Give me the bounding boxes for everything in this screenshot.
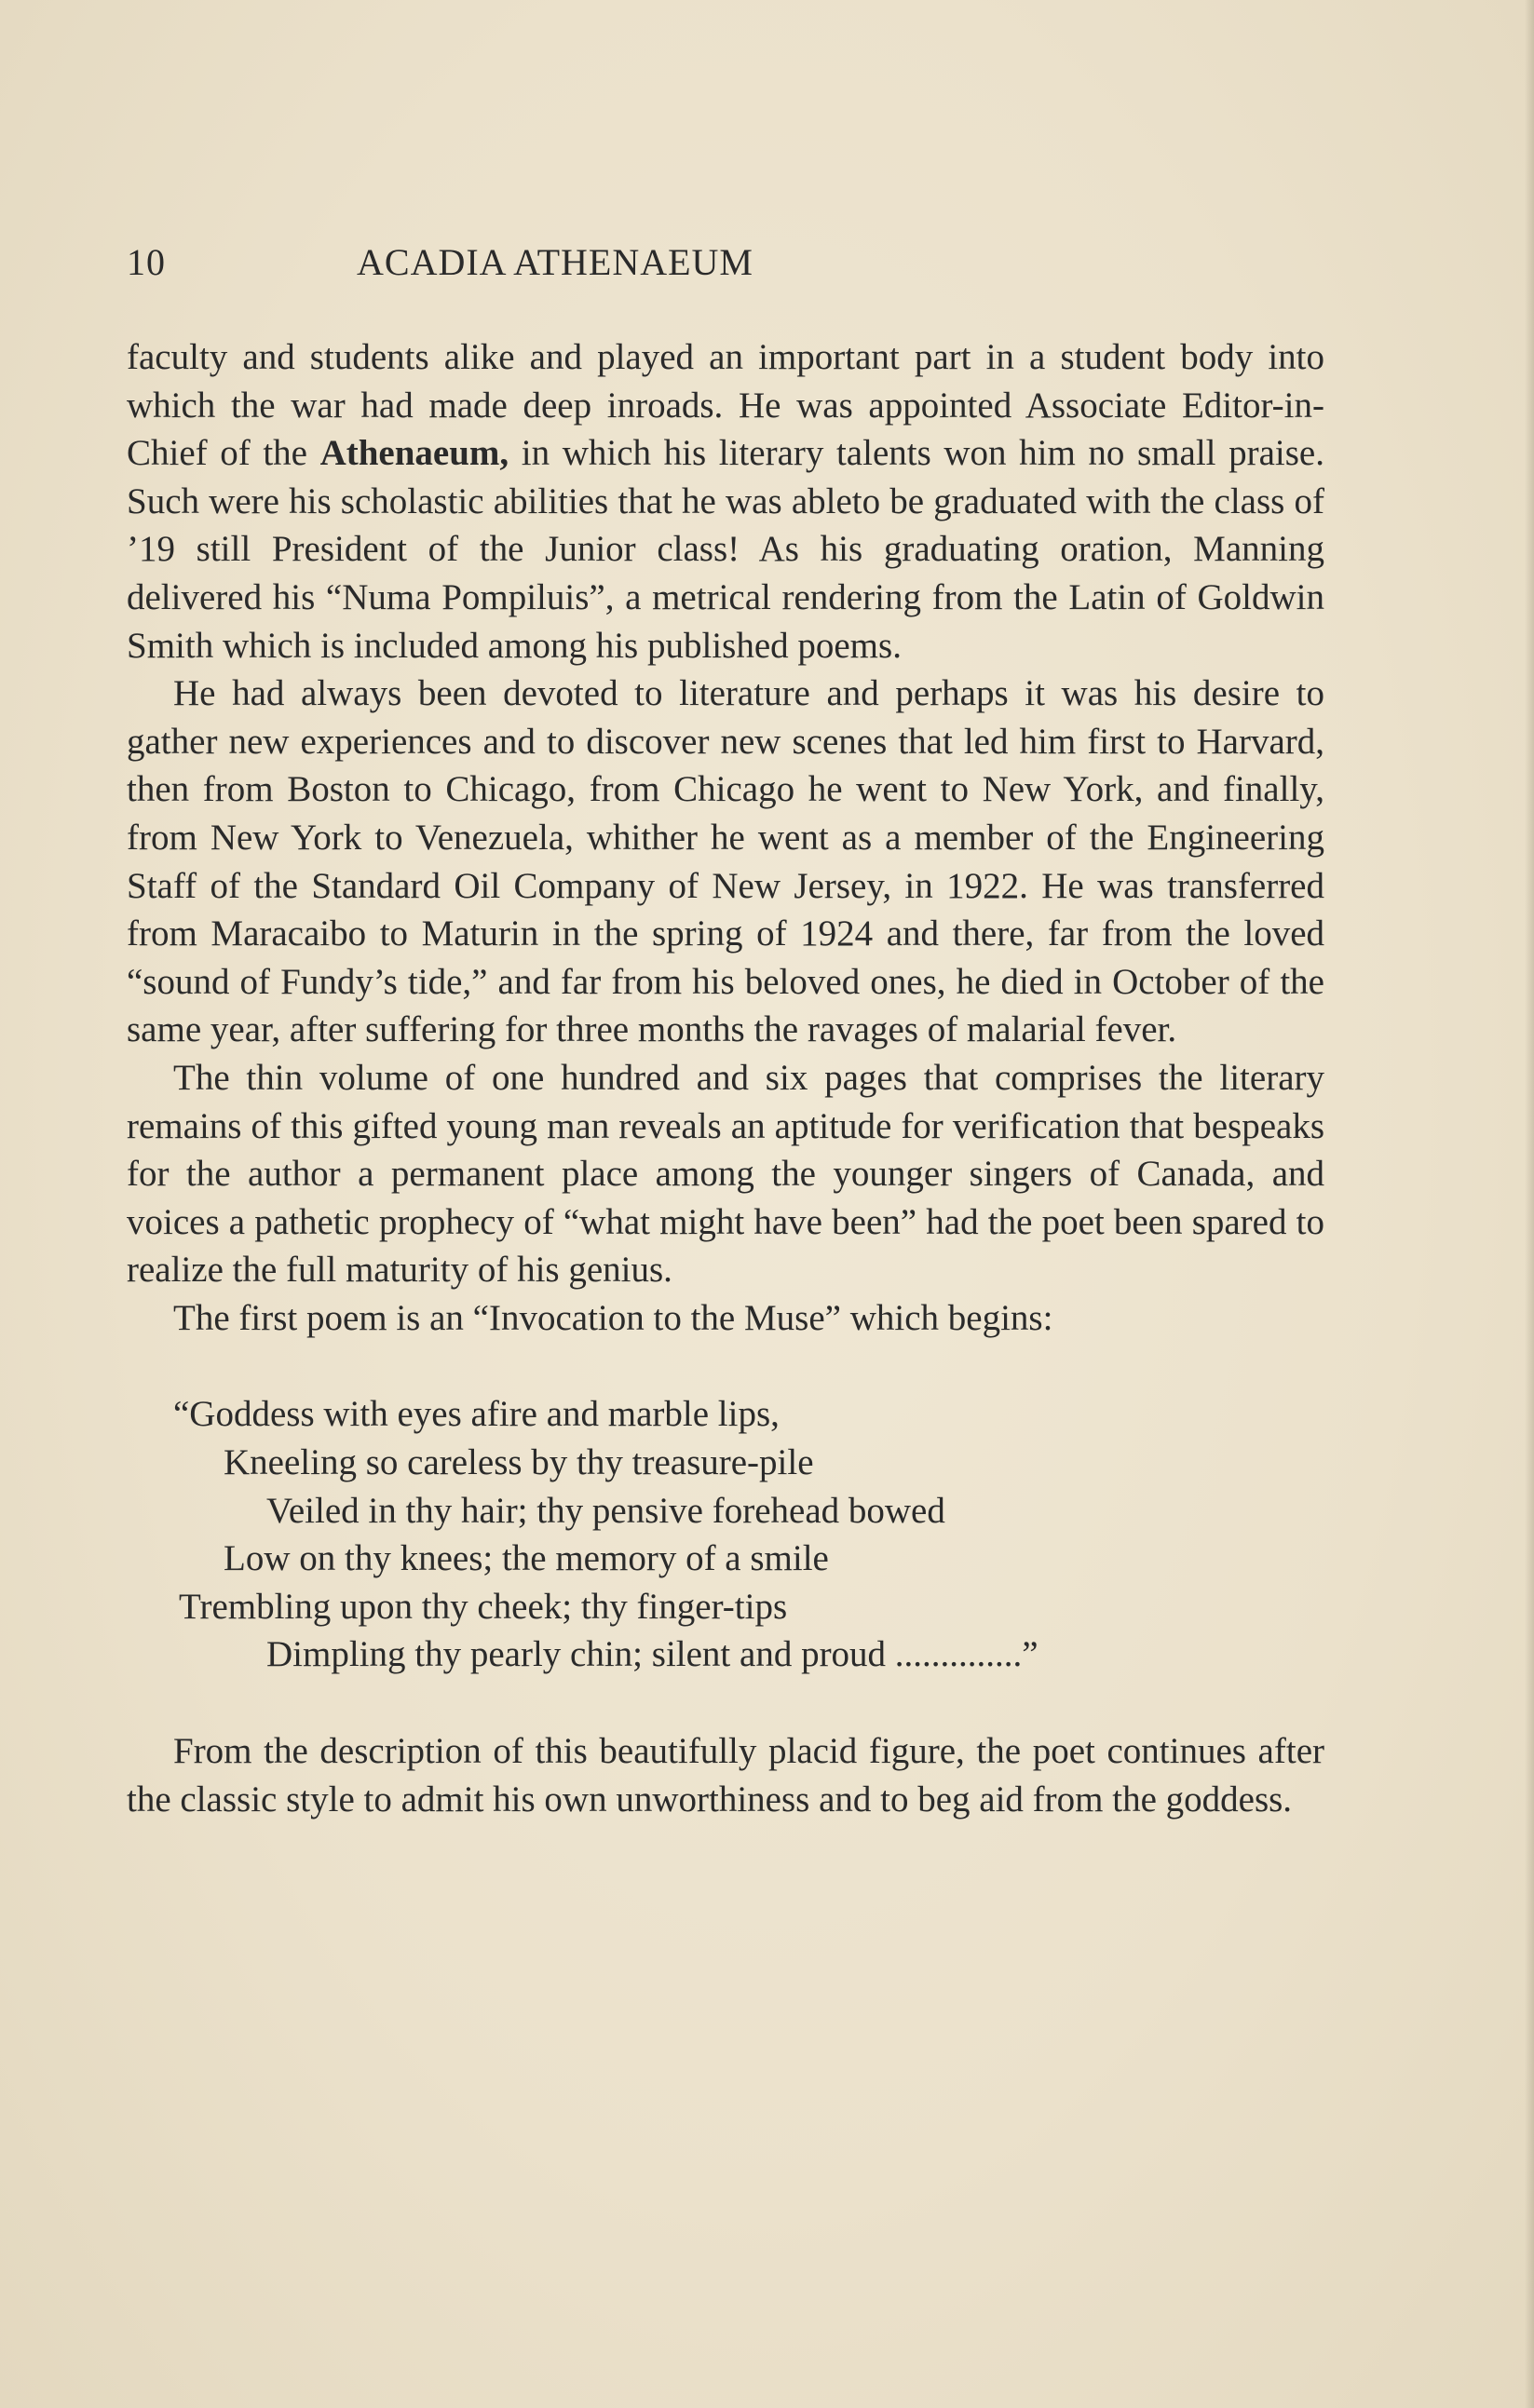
- poem-line-4: Low on thy knees; the memory of a smile: [224, 1538, 829, 1579]
- poem-line-3: Veiled in thy hair; thy pensive forehead bowed: [266, 1490, 945, 1531]
- poem-line-6: Dimpling thy pearly chin; silent and proud ..............”: [266, 1634, 1039, 1675]
- page-number: 10: [127, 241, 166, 283]
- athenaeum-emphasis: Athenaeum,: [319, 433, 509, 474]
- body-text: [127, 333, 1324, 1823]
- paragraph-1-text-a: faculty and students alike and played an important part in a student body into which the war had made deep inroads. He was appointed Associate Editor-in-Chief of the: [127, 337, 1324, 474]
- page-header: [127, 240, 984, 292]
- paragraph-1-text-b: in which his literary talents won him no small praise. Such were his scholastic abilities that he was ableto be graduated with the class of ’19 still President of the Junior class! As his graduating oration, Manning delivered his “Numa Pompiluis”, a metrical rendering from the Latin of Goldwin Smith which is included among his published poems.: [127, 433, 1324, 666]
- poem-line-2: Kneeling so careless by thy treasure-pile: [224, 1442, 814, 1483]
- paragraph-1: [127, 333, 1324, 670]
- poem-line-5: Trembling upon thy cheek; thy finger-tips: [179, 1586, 788, 1627]
- running-title: ACADIA ATHENAEUM: [357, 241, 753, 283]
- paragraph-5: From the description of this beautifully placid figure, the poet continues after the classic style to admit his own unworthiness and to beg aid from the goddess.: [127, 1731, 1324, 1820]
- paragraph-4: The first poem is an “Invocation to the Muse” which begins:: [173, 1297, 1053, 1338]
- poem-line-1: “Goddess with eyes afire and marble lips,: [173, 1394, 780, 1435]
- page-edge-shadow: [1525, 0, 1534, 2408]
- paragraph-3: The thin volume of one hundred and six pages that comprises the literary remains of this gifted young man reveals an aptitude for verification that bespeaks for the author a permanent place among the younger singers of Canada, and voices a pathetic prophecy of “what might have been” had the poet been spared to realize the full maturity of his genius.: [127, 1057, 1324, 1291]
- paragraph-2: He had always been devoted to literature and perhaps it was his desire to gather new experiences and to discover new scenes that led him first to Harvard, then from Boston to Chicago, from Chicago he went to New York, and finally, from New York to Venezuela, whither he went as a member of the Engineering Staff of the Standard Oil Company of New Jersey, in 1922. He was transferred from Maracaibo to Maturin in the spring of 1924 and there, far from the loved “sound of Fundy’s tide,” and far from his beloved ones, he died in October of the same year, after suffering for three months the ravages of malarial fever.: [127, 673, 1324, 1050]
- poem-excerpt: [127, 1390, 1324, 1679]
